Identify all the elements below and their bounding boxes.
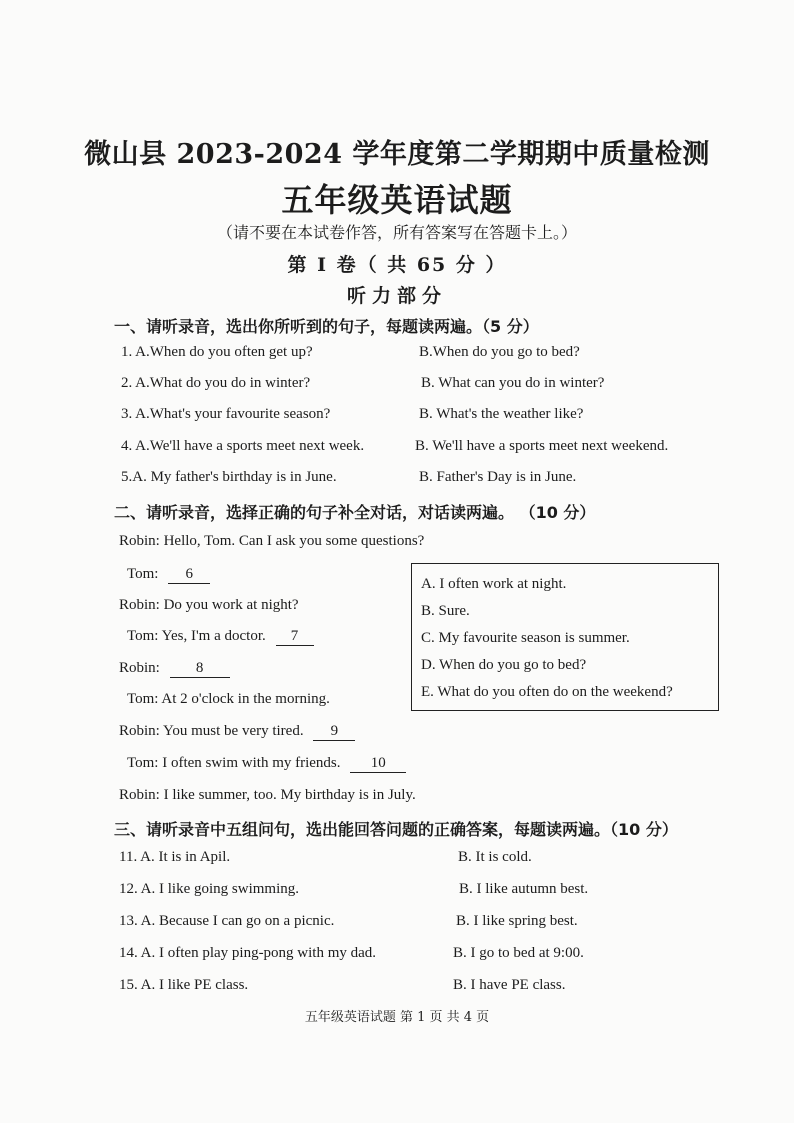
options-box — [411, 563, 719, 711]
q1-item-3b: B. What's the weather like? — [419, 406, 584, 422]
q3-item-15a: 15. A. I like PE class. — [119, 977, 249, 993]
dialog-speaker: Robin: — [119, 660, 160, 676]
q3-item-11b: B. It is cold. — [458, 849, 532, 865]
dialog-line-9: Robin: I like summer, too. My birthday is in July. — [119, 787, 416, 803]
q3-item-15b: B. I have PE class. — [453, 977, 566, 993]
instruction-note: （请不要在本试卷作答，所有答案写在答题卡上。） — [216, 223, 577, 242]
q3-heading: 三、请听录音中五组问句，选出能回答问题的正确答案，每题读两遍。（10 分） — [114, 820, 678, 839]
exam-subtitle: 五年级英语试题 — [281, 181, 513, 219]
q3-item-13b: B. I like spring best. — [456, 913, 578, 929]
answer-blank-9: 9 — [313, 723, 355, 741]
q1-item-2a: 2. A.What do you do in winter? — [121, 375, 311, 391]
q3-item-14b: B. I go to bed at 9:00. — [453, 945, 584, 961]
page-footer: 五年级英语试题 第 1 页 共 4 页 — [304, 1010, 490, 1025]
q1-item-3a: 3. A.What's your favourite season? — [121, 406, 331, 422]
answer-blank-6: 6 — [168, 566, 210, 584]
option-c: C. My favourite season is summer. — [421, 630, 630, 646]
answer-blank-7: 7 — [276, 628, 314, 646]
section-label: 听力部分 — [346, 285, 447, 307]
q3-item-12b: B. I like autumn best. — [459, 881, 589, 897]
q1-item-5a: 5.A. My father's birthday is in June. — [121, 469, 337, 485]
dialog-line-6: Tom: At 2 o'clock in the morning. — [127, 691, 330, 707]
dialog-text: Tom: I often swim with my friends. — [127, 755, 341, 771]
dialog-text: Tom: Yes, I'm a doctor. — [127, 628, 266, 644]
dialog-line-1: Robin: Hello, Tom. Can I ask you some questions? — [119, 533, 425, 549]
q1-item-4b: B. We'll have a sports meet next weekend. — [415, 438, 669, 454]
q1-heading: 一、请听录音，选出你所听到的句子，每题读两遍。（5 分） — [114, 317, 539, 336]
q3-item-12a: 12. A. I like going swimming. — [119, 881, 299, 897]
option-a: A. I often work at night. — [421, 576, 567, 592]
dialog-text: Robin: You must be very tired. — [119, 723, 304, 739]
exam-title: 微山县 2023-2024 学年度第二学期期中质量检测 — [84, 139, 710, 170]
answer-blank-10: 10 — [350, 755, 406, 773]
option-d: D. When do you go to bed? — [421, 657, 587, 673]
dialog-line-7 — [119, 723, 355, 741]
dialog-speaker: Tom: — [127, 566, 159, 582]
q1-item-1a: 1. A.When do you often get up? — [121, 344, 313, 360]
volume-label: 第 Ⅰ 卷（ 共 65 分 ） — [287, 254, 507, 276]
q2-heading: 二、请听录音，选择正确的句子补全对话，对话读两遍。 （10 分） — [114, 503, 596, 522]
q1-item-4a: 4. A.We'll have a sports meet next week. — [121, 438, 365, 454]
q1-item-2b: B. What can you do in winter? — [421, 375, 605, 391]
dialog-line-8 — [127, 755, 406, 773]
q3-item-14a: 14. A. I often play ping-pong with my dad. — [119, 945, 377, 961]
answer-blank-8: 8 — [170, 660, 230, 678]
q3-item-13a: 13. A. Because I can go on a picnic. — [119, 913, 335, 929]
dialog-line-5 — [119, 660, 230, 678]
q1-item-1b: B.When do you go to bed? — [419, 344, 580, 360]
q1-item-5b: B. Father's Day is in June. — [419, 469, 577, 485]
q3-item-11a: 11. A. It is in Apil. — [119, 849, 231, 865]
option-e: E. What do you often do on the weekend? — [421, 684, 673, 700]
dialog-line-4 — [127, 628, 314, 646]
dialog-line-3: Robin: Do you work at night? — [119, 597, 299, 613]
option-b: B. Sure. — [421, 603, 470, 619]
dialog-line-2 — [127, 566, 210, 584]
